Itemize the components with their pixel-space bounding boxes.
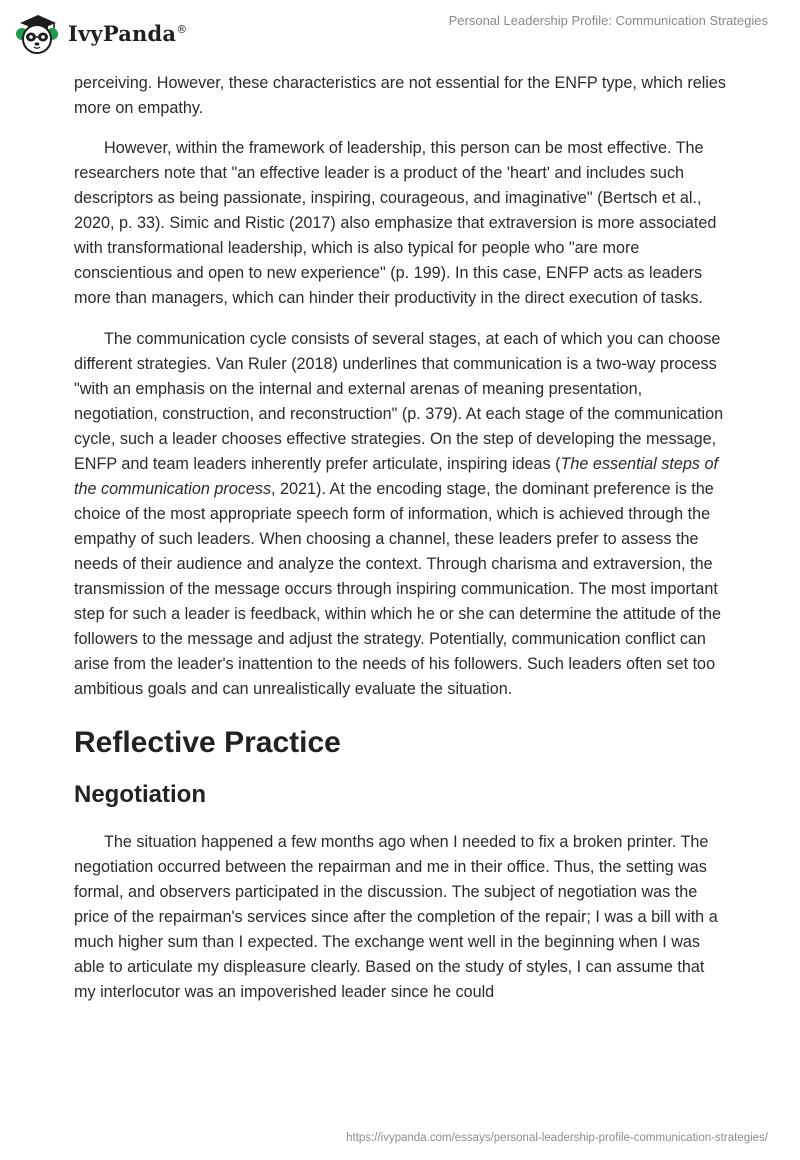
paragraph-1: perceiving. However, these characteristics are not essential for the ENFP type, which relies more on empathy. [74,74,726,117]
subsection-heading-negotiation: Negotiation [74,781,206,808]
brand-logo[interactable] [14,10,187,56]
paragraph-4: The situation happened a few months ago when I needed to fix a broken printer. The negotiation occurred between the repairman and me in their office. Thus, the setting was formal, and observers participated in the discussion. The subject of negotiation was the price of the repairman's services since after the completion of the repair; I was a bill with a much higher sum than I expected. The exchange went well in the beginning when I was able to articulate my displeasure clearly. Based on the study of styles, I can assume that my interlocutor was an impoverished leader since he could [74,833,718,1001]
article-body [74,71,728,1005]
panda-logo-icon [14,10,60,56]
brand-name: IvyPanda® [68,20,188,46]
paragraph-2: However, within the framework of leadership, this person can be most effective. The researchers note that "an effective leader is a product of the 'heart' and includes such descriptors as being passionate, inspiring, courageous, and imaginative" (Bertsch et al., 2020, p. 33). Simic and Ristic (2017) also emphasize that extraversion is more associated with transformational leadership, which is also typical for people who "are more conscientious and open to new experience" (p. 199). In this case, ENFP acts as leaders more than managers, which can hinder their productivity in the direct execution of tasks. [74,139,717,307]
document-title: Personal Leadership Profile: Communication Strategies [448,13,768,28]
cited-source-title: The essential steps of the communication process [74,455,718,498]
paragraph-3: The communication cycle consists of several stages, at each of which you can choose different strategies. Van Ruler (2018) underlines that communication is a two-way process "with an emphasis on the internal and external arenas of meaning presentation, negotiation, construction, and reconstruction" (p. 379). At each stage of the communication cycle, such a leader chooses effective strategies. On the step of developing the message, ENFP and team leaders inherently prefer articulate, inspiring ideas (The essential steps of the communication process, 2021). At the encoding stage, the dominant preference is the choice of the most appropriate speech form of information, which is achieved through the empathy of such leaders. When choosing a channel, these leaders prefer to assess the needs of their audience and analyze the context. Through charisma and extraversion, the transmission of the message occurs through inspiring communication. The most important step for such a leader is feedback, within which he or she can determine the attitude of the followers to the message and adjust the strategy. Potentially, communication conflict can arise from the leader's inattention to the needs of his followers. Such leaders often set too ambitious goals and can unrealistically evaluate the situation. [74,330,724,698]
footer-url[interactable]: https://ivypanda.com/essays/personal-leadership-profile-communication-strategies/ [346,1132,768,1144]
page-header [0,0,800,70]
section-heading-reflective-practice: Reflective Practice [74,726,341,759]
